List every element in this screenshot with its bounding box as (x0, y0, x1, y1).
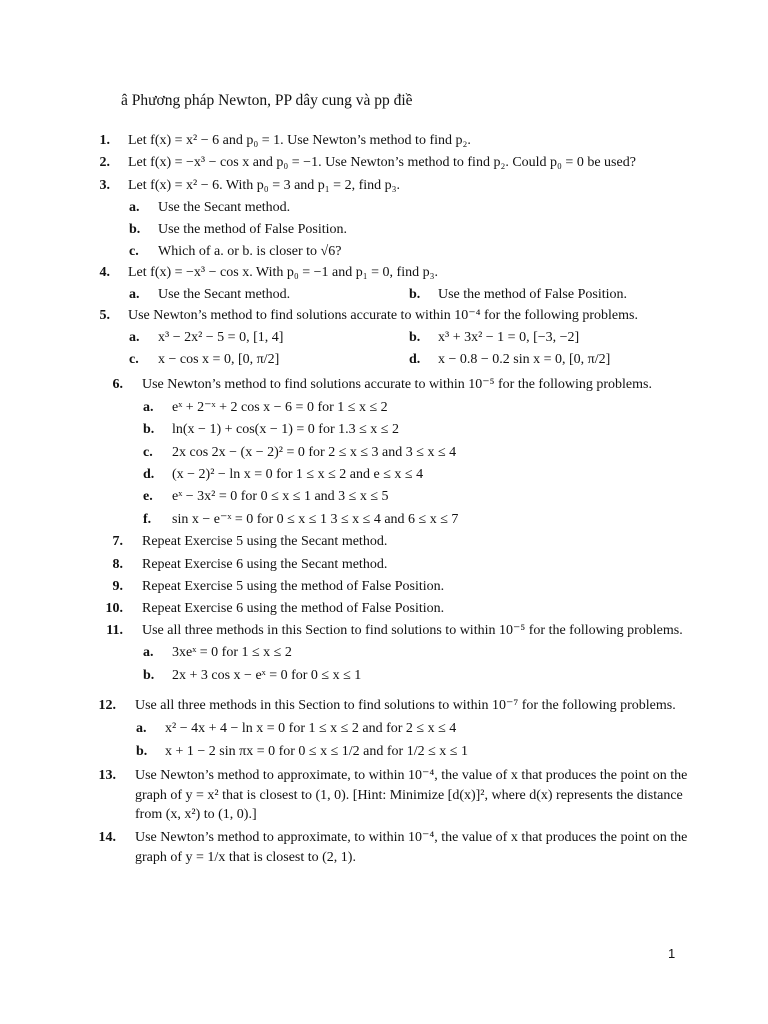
problem-text-line: from (x, x²) to (1, 0).] (135, 807, 257, 822)
subpart-label: a. (136, 721, 147, 736)
subpart-text: Use the Secant method. (158, 200, 291, 215)
subpart-text: (x − 2)² − ln x = 0 for 1 ≤ x ≤ 2 and e ≤ x ≤ 4 (172, 467, 424, 482)
subpart-label: a. (129, 200, 140, 215)
subpart-text: x³ − 2x² − 5 = 0, [1, 4] (158, 330, 284, 345)
problem-text: Use Newton’s method to find solutions accurate to within 10⁻⁵ for the following problems. (142, 377, 652, 392)
subpart-label: f. (143, 512, 152, 527)
problem-text: Use all three methods in this Section to find solutions to within 10⁻⁷ for the following problems. (135, 698, 676, 713)
subpart-text: 3xeˣ = 0 for 1 ≤ x ≤ 2 (172, 645, 292, 660)
problem-text-line: Use Newton’s method to approximate, to within 10⁻⁴, the value of x that produces the point on the (135, 768, 688, 783)
problem-number: 3. (99, 178, 110, 193)
subpart-text: x − 0.8 − 0.2 sin x = 0, [0, π/2] (438, 352, 611, 367)
problem-number: 10. (105, 601, 123, 616)
subpart-label: a. (143, 645, 154, 660)
problem-number: 12. (98, 698, 116, 713)
problem-number: 5. (99, 308, 110, 323)
subpart-text: 2x cos 2x − (x − 2)² = 0 for 2 ≤ x ≤ 3 and 3 ≤ x ≤ 4 (172, 445, 457, 460)
problem-text: Use all three methods in this Section to find solutions to within 10⁻⁵ for the following problems. (142, 623, 683, 638)
subpart-label: b. (136, 744, 148, 759)
subpart-text: eˣ − 3x² = 0 for 0 ≤ x ≤ 1 and 3 ≤ x ≤ 5 (172, 489, 389, 504)
subpart-text: Use the Secant method. (158, 287, 291, 302)
problem-text: Let f(x) = x² − 6. With p₀ = 3 and p₁ = 2, find p₃. (128, 178, 401, 193)
problem-text: Let f(x) = x² − 6 and p₀ = 1. Use Newton’s method to find p₂. (128, 133, 471, 148)
problem-number: 6. (112, 377, 123, 392)
problem-text: Repeat Exercise 5 using the method of False Position. (142, 579, 445, 594)
subpart-label: b. (409, 287, 421, 302)
problem-text-line: graph of y = x² that is closest to (1, 0). [Hint: Minimize [d(x)]², where d(x) represents the distance (135, 788, 683, 803)
problem-number: 11. (106, 623, 123, 638)
problem-number: 9. (112, 579, 123, 594)
subpart-text: eˣ + 2⁻ˣ + 2 cos x − 6 = 0 for 1 ≤ x ≤ 2 (172, 400, 388, 415)
subpart-label: b. (129, 222, 141, 237)
subpart-text: Which of a. or b. is closer to √6? (158, 244, 342, 259)
problem-number: 7. (112, 534, 123, 549)
problem-number: 8. (112, 557, 123, 572)
subpart-label: a. (143, 400, 154, 415)
subpart-text: x³ + 3x² − 1 = 0, [−3, −2] (438, 330, 580, 345)
problem-number: 2. (99, 155, 110, 170)
subpart-text: 2x + 3 cos x − eˣ = 0 for 0 ≤ x ≤ 1 (172, 668, 362, 683)
subpart-label: a. (129, 330, 140, 345)
subpart-label: c. (129, 244, 139, 259)
subpart-text: Use the method of False Position. (158, 222, 347, 237)
subpart-text: Use the method of False Position. (438, 287, 627, 302)
problem-text: Let f(x) = −x³ − cos x and p₀ = −1. Use Newton’s method to find p₂. Could p₀ = 0 be used? (128, 155, 636, 170)
subpart-label: c. (143, 445, 153, 460)
subpart-text: x − cos x = 0, [0, π/2] (158, 352, 280, 367)
subpart-text: x² − 4x + 4 − ln x = 0 for 1 ≤ x ≤ 2 and for 2 ≤ x ≤ 4 (165, 721, 457, 736)
subpart-label: d. (409, 352, 421, 367)
subpart-label: e. (143, 489, 153, 504)
subpart-text: x + 1 − 2 sin πx = 0 for 0 ≤ x ≤ 1/2 and for 1/2 ≤ x ≤ 1 (165, 744, 468, 759)
subpart-label: d. (143, 467, 155, 482)
problem-text: Repeat Exercise 5 using the Secant method. (142, 534, 388, 549)
subpart-label: c. (129, 352, 139, 367)
problem-number: 1. (99, 133, 110, 148)
subpart-label: a. (129, 287, 140, 302)
problem-number: 4. (99, 265, 110, 280)
page-title: â Phương pháp Newton, PP dây cung và pp điề (121, 92, 413, 109)
problem-text: Use Newton’s method to find solutions accurate to within 10⁻⁴ for the following problems. (128, 308, 638, 323)
problem-text: Repeat Exercise 6 using the Secant method. (142, 557, 388, 572)
problem-text: Let f(x) = −x³ − cos x. With p₀ = −1 and p₁ = 0, find p₃. (128, 265, 438, 280)
subpart-label: b. (143, 668, 155, 683)
problem-text: Repeat Exercise 6 using the method of False Position. (142, 601, 445, 616)
page-number: 1 (668, 946, 676, 961)
subpart-label: b. (409, 330, 421, 345)
problem-text-line: graph of y = 1/x that is closest to (2, 1). (135, 850, 356, 865)
problem-number: 14. (98, 830, 116, 845)
problem-number: 13. (98, 768, 116, 783)
subpart-label: b. (143, 422, 155, 437)
problem-text-line: Use Newton’s method to approximate, to within 10⁻⁴, the value of x that produces the point on the (135, 830, 688, 845)
subpart-text: ln(x − 1) + cos(x − 1) = 0 for 1.3 ≤ x ≤ 2 (172, 422, 399, 437)
subpart-text: sin x − e⁻ˣ = 0 for 0 ≤ x ≤ 1 3 ≤ x ≤ 4 and 6 ≤ x ≤ 7 (172, 512, 459, 527)
